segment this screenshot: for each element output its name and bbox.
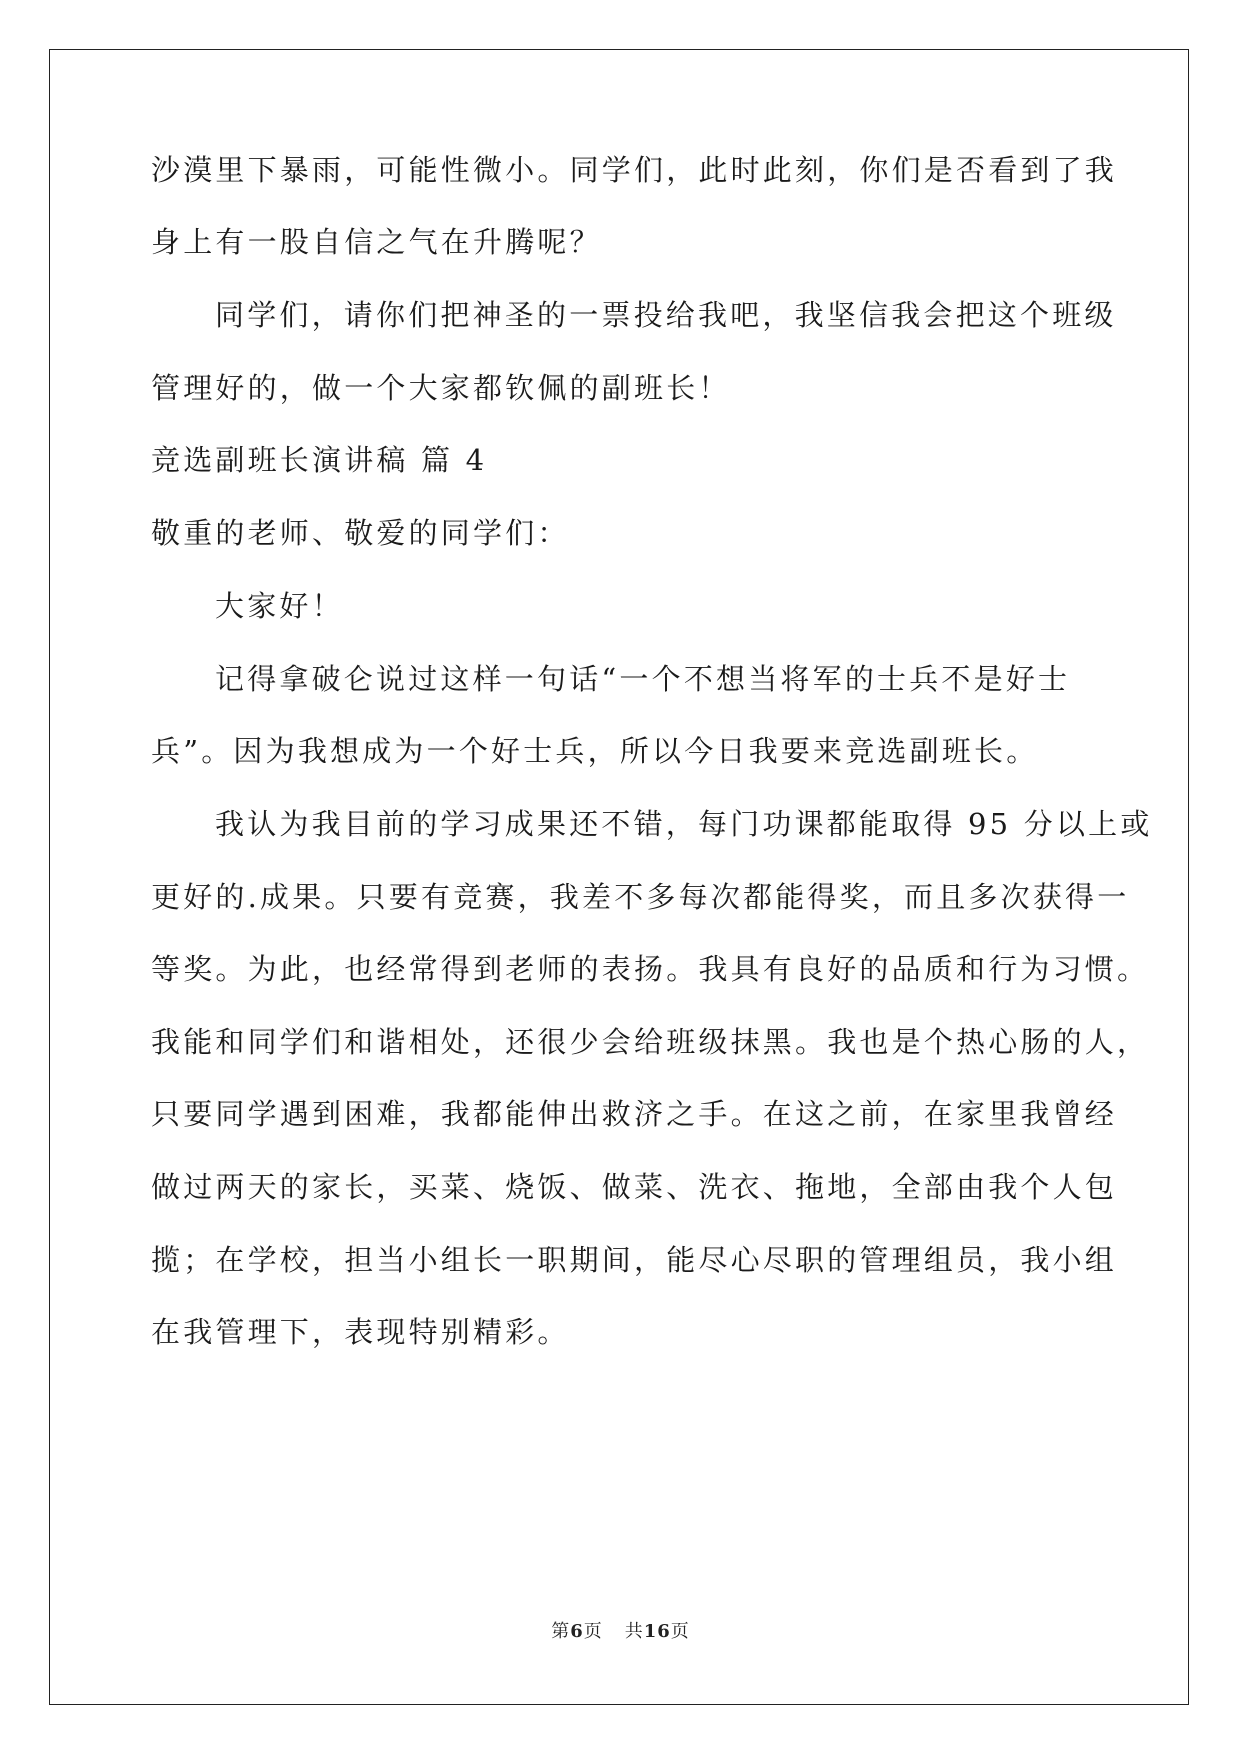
section-heading: 竞选副班长演讲稿 篇 4 <box>151 443 488 477</box>
paragraph-line: 更好的.成果。只要有竞赛，我差不多每次都能得奖，而且多次获得一 <box>151 880 1130 914</box>
footer-total-pages: 16 <box>643 1621 671 1642</box>
paragraph-line: 等奖。为此，也经常得到老师的表扬。我具有良好的品质和行为习惯。 <box>151 952 1150 986</box>
footer-total-suffix: 页 <box>670 1621 690 1642</box>
footer-page-number: 6 <box>570 1621 584 1642</box>
paragraph-line: 在我管理下，表现特别精彩。 <box>151 1315 570 1349</box>
paragraph-line: 兵”。因为我想成为一个好士兵，所以今日我要来竞选副班长。 <box>151 734 1039 768</box>
greeting: 大家好！ <box>215 589 344 623</box>
paragraph-line: 我认为我目前的学习成果还不错，每门功课都能取得 95 分以上或 <box>215 807 1153 841</box>
footer-total-prefix: 共 <box>624 1621 644 1642</box>
paragraph-line: 沙漠里下暴雨，可能性微小。同学们，此时此刻，你们是否看到了我 <box>151 153 1118 187</box>
page-footer <box>0 1617 1241 1643</box>
paragraph-line: 记得拿破仑说过这样一句话“一个不想当将军的士兵不是好士 <box>215 662 1071 696</box>
paragraph-line: 同学们，请你们把神圣的一票投给我吧，我坚信我会把这个班级 <box>215 298 1117 332</box>
paragraph-line: 身上有一股自信之气在升腾呢？ <box>151 225 602 259</box>
footer-page-suffix: 页 <box>583 1621 603 1642</box>
paragraph-line: 只要同学遇到困难，我都能伸出救济之手。在这之前，在家里我曾经 <box>151 1097 1118 1131</box>
paragraph-line: 管理好的，做一个大家都钦佩的副班长！ <box>151 371 731 405</box>
paragraph-line: 揽；在学校，担当小组长一职期间，能尽心尽职的管理组员，我小组 <box>151 1243 1118 1277</box>
salutation: 敬重的老师、敬爱的同学们： <box>151 516 570 550</box>
paragraph-line: 做过两天的家长，买菜、烧饭、做菜、洗衣、拖地，全部由我个人包 <box>151 1170 1118 1204</box>
footer-prefix: 第 <box>551 1621 571 1642</box>
paragraph-line: 我能和同学们和谐相处，还很少会给班级抹黑。我也是个热心肠的人， <box>151 1025 1150 1059</box>
